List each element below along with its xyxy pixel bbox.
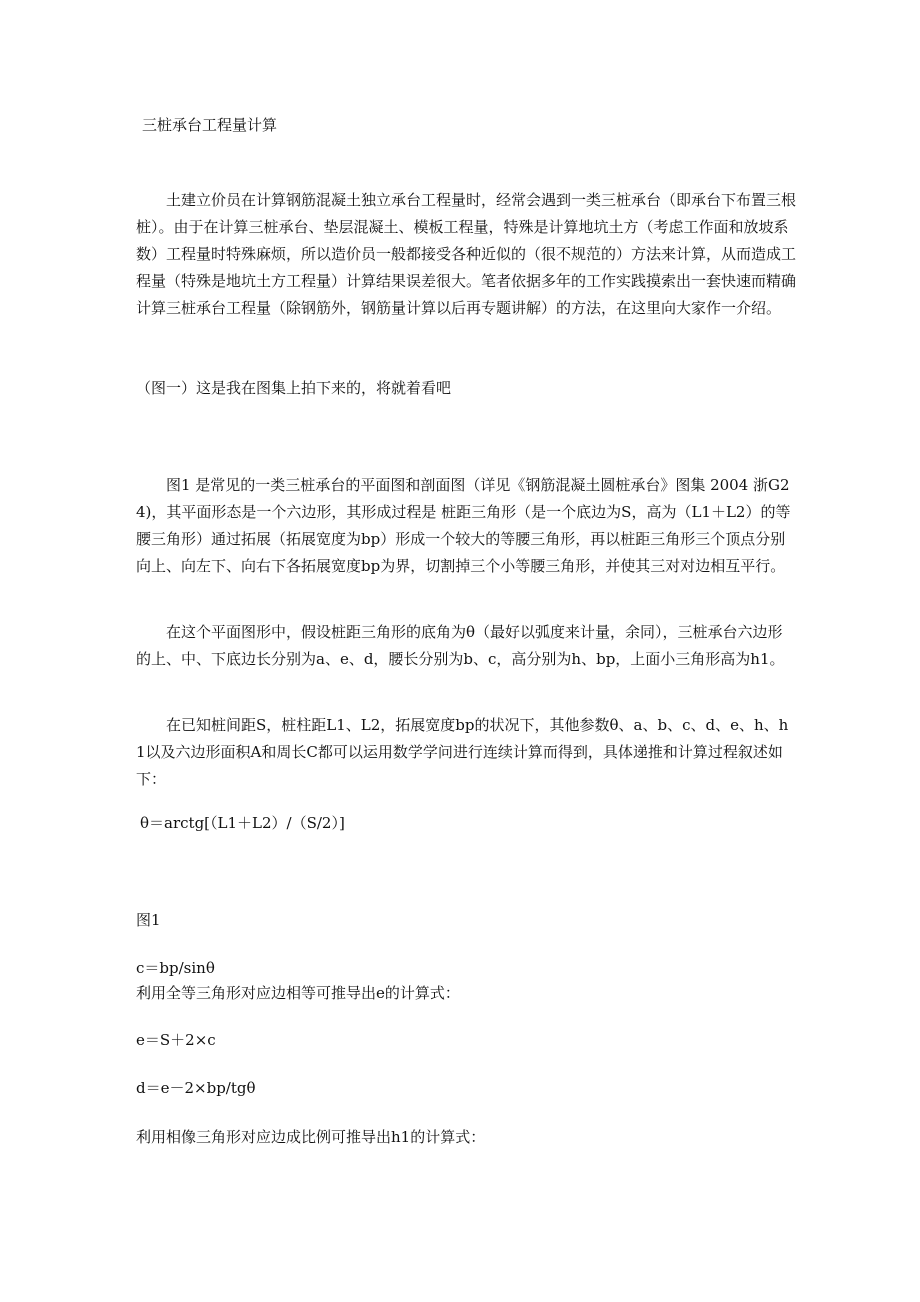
- parameters-paragraph: 在这个平面图形中，假设桩距三角形的底角为θ（最好以弧度来计量，余同），三桩承台六边形的上、中、下底边长分别为a、e、d，腰长分别为b、c，高分别为h、bp，上面小三角形高为h1。: [136, 623, 785, 668]
- figure-note: （图一）这是我在图集上拍下来的，将就着看吧: [136, 379, 452, 397]
- note-e: 利用全等三角形对应边相等可推导出e的计算式：: [136, 984, 460, 1002]
- formula-d: d＝e－2×bp/tgθ: [136, 1079, 256, 1097]
- formula-c: c＝bp/sinθ: [136, 959, 215, 977]
- intro-paragraph: 土建立价员在计算钢筋混凝土独立承台工程量时，经常会遇到一类三桩承台（即承台下布置三根桩）。由于在计算三桩承台、垫层混凝土、模板工程量，特殊是计算地坑土方（考虑工作面和放坡系数）工程量时特殊麻烦，所以造价员一般都接受各种近似的（很不规范的）方法来计算，从而造成工程量（特殊是地坑土方工程量）计算结果误差很大。笔者依据多年的工作实践摸索出一套快速而精确计算三桩承台工程量（除钢筋外，钢筋量计算以后再专题讲解）的方法，在这里向大家作一介绍。: [136, 191, 797, 317]
- formula-e: e＝S＋2×c: [136, 1031, 216, 1049]
- doc-title: 三桩承台工程量计算: [142, 116, 278, 134]
- figure1-paragraph: 图1 是常见的一类三桩承台的平面图和剖面图（详见《钢筋混凝土圆桩承台》图集 2004 浙G24)，其平面形态是一个六边形，其形成过程是 桩距三角形（是一个底边为S，高为（L1＋L2）的等腰三角形）通过拓展（拓展宽度为bp）形成一个较大的等腰三角形，再以桩距三角形三个顶点分别向上、向左下、向右下各拓展宽度bp为界，切割掉三个小等腰三角形，并使其三对对边相互平行。: [136, 476, 791, 575]
- note-h1: 利用相像三角形对应边成比例可推导出h1的计算式：: [136, 1128, 486, 1146]
- known-values-paragraph: 在已知桩间距S，桩柱距L1、L2，拓展宽度bp的状况下，其他参数θ、a、b、c、d、e、h、h1以及六边形面积A和周长C都可以运用数学学问进行连续计算而得到，具体递推和计算过程叙述如下：: [136, 716, 789, 788]
- formula-theta: θ＝arctg[（L1＋L2）/（S/2）]: [140, 814, 345, 832]
- figure1-label: 图1: [136, 911, 161, 929]
